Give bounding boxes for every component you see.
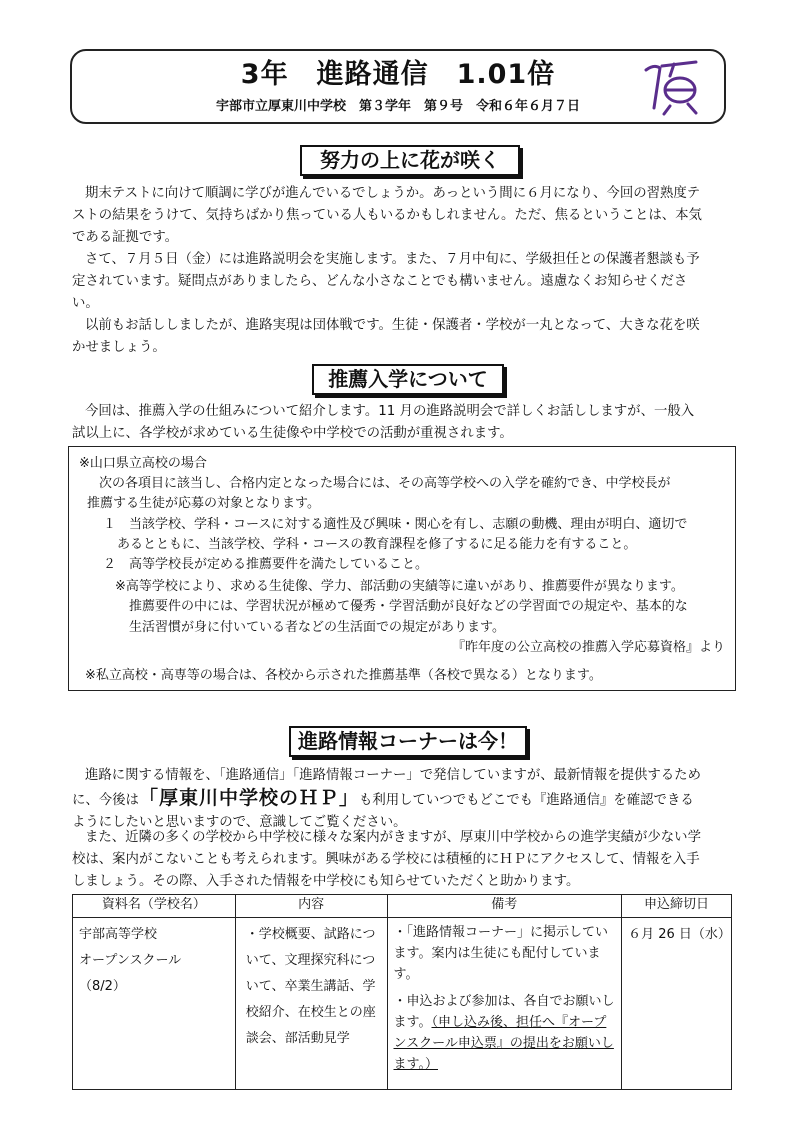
newsletter-subtitle: 宇部市立厚東川中学校 第３学年 第９号 令和６年６月７日 xyxy=(215,99,580,114)
note-item: ・「進路情報コーナー」に掲示しています。案内は生徒にも配付しています。 xyxy=(393,925,609,982)
deadline-cell: ６月 26 日（水） xyxy=(622,918,732,1090)
box-line: 推薦要件の中には、学習状況が極めて優秀・学習活動が良好などの学習面での規定や、基本的な xyxy=(129,599,688,614)
text-line: である証拠です。 xyxy=(72,230,179,245)
text-line: ようにしたいと思いますので、意識してご覧ください。 xyxy=(72,815,407,830)
text-line: 定されています。疑問点がありましたら、どんな小さなことでも構いません。遠慮なくお知らせくださ xyxy=(72,274,688,289)
box-line: ２ 高等学校長が定める推薦要件を満たしていること。 xyxy=(103,557,429,572)
text-line: ストの結果をうけて、気持ちばかり焦っている人もいるかもしれません。ただ、焦るということは、本気 xyxy=(72,208,702,223)
section-heading-recommendation: 推薦入学について xyxy=(312,364,504,395)
box-line: 生活習慣が身に付いている者などの生活面での規定があります。 xyxy=(129,620,505,635)
section1-paragraph-1 xyxy=(72,183,732,249)
content-cell: ・学校概要、試路について、文理探究科について、卒業生講話、学校紹介、在校生との座談会、部活動見学 xyxy=(235,918,387,1090)
text-line xyxy=(72,787,732,812)
text-line: 期末テストに向けて順調に学びが進んでいるでしょうか。あっという間に６月になり、今回の習熟度テ xyxy=(85,186,701,201)
school-name: 宇部高等学校 xyxy=(79,927,158,942)
newsletter-title: 3年 進路通信 1.01倍 xyxy=(240,59,556,90)
table-row xyxy=(73,918,732,1090)
text-line: さて、７月５日（金）には進路説明会を実施します。また、７月中旬に、学級担任との保護者懇談も予 xyxy=(85,252,700,267)
text-fragment: に、今後は xyxy=(72,793,139,808)
text-line: 試以上に、各学校が求めている生徒像や中学校での活動が重視されます。 xyxy=(72,426,513,441)
school-name-cell xyxy=(73,918,236,1090)
column-header: 備考 xyxy=(387,895,622,918)
school-logo-icon xyxy=(640,56,702,118)
box-line: ※山口県立高校の場合 xyxy=(79,456,207,471)
box-line: 次の各項目に該当し、合格内定となった場合には、その高等学校への入学を確約でき、中学校長が xyxy=(99,476,671,491)
section3-paragraph-1 xyxy=(72,765,732,834)
box-line: ※私立高校・高専等の場合は、各校から示された推薦基準（各校で異なる）となります。 xyxy=(85,668,602,683)
section-heading-effort: 努力の上に花が咲く xyxy=(300,145,520,176)
section1-paragraph-3 xyxy=(72,315,732,359)
section-heading-info-corner: 進路情報コーナーは今！ xyxy=(289,726,527,757)
note-item xyxy=(394,991,616,1075)
section3-paragraph-2 xyxy=(72,827,732,893)
text-line: 進路に関する情報を、「進路通信」「進路情報コーナー」で発信していますが、最新情報を提供するため xyxy=(85,768,701,783)
event-name: オープンスクール xyxy=(79,953,182,968)
newsletter-header xyxy=(70,49,726,124)
box-line: あるとともに、当該学校、学科・コースの教育課程を修了するに足る能力を有すること。 xyxy=(117,537,637,552)
box-line: １ 当該学校、学科・コースに対する適性及び興味・関心を有し、志願の動機、理由が明白、適切で xyxy=(103,517,688,532)
box-line: ※高等学校により、求める生徒像、学力、部活動の実績等に違いがあり、推薦要件が異なります。 xyxy=(115,579,684,594)
box-citation: 『昨年度の公立高校の推薦入学応募資格』より xyxy=(451,640,725,655)
text-line: また、近隣の多くの学校から中学校に様々な案内がきますが、厚東川中学校からの進学実績が少ない学 xyxy=(85,830,701,845)
column-header: 資料名（学校名） xyxy=(73,895,236,918)
text-line: い。 xyxy=(72,296,99,311)
open-school-table xyxy=(72,894,732,1090)
text-line: かせましょう。 xyxy=(72,340,166,355)
text-line: 校は、案内がこないことも考えられます。興味がある学校には積極的にＨＰにアクセスして、情報を入手 xyxy=(72,852,700,867)
text-line: 今回は、推薦入学の仕組みについて紹介します。11 月の進路説明会で詳しくお話ししますが、一般入 xyxy=(85,404,695,419)
column-header: 申込締切日 xyxy=(622,895,732,918)
notes-cell xyxy=(387,918,622,1090)
text-fragment: も利用していつでもどこでも『進路通信』を確認できる xyxy=(358,793,694,808)
section2-intro xyxy=(72,401,732,445)
text-line: しましょう。その際、入手された情報を中学校にも知らせていただくと助かります。 xyxy=(72,874,580,889)
school-hp-highlight: 「厚東川中学校のＨＰ」 xyxy=(138,787,359,809)
table-header-row xyxy=(73,895,732,918)
event-date: （8/2） xyxy=(79,979,126,994)
column-header: 内容 xyxy=(235,895,387,918)
box-line: 推薦する生徒が応募の対象となります。 xyxy=(87,496,320,511)
section1-paragraph-2 xyxy=(72,249,732,315)
text-fragment: ・申込および参加は、各自でお願いします。 xyxy=(393,994,615,1030)
recommendation-criteria-box xyxy=(68,446,736,691)
underlined-note: （申し込み後、担任へ『オープンスクール申込票』の提出をお願いします。） xyxy=(393,1015,614,1072)
text-line: 以前もお話ししましたが、進路実現は団体戦です。生徒・保護者・学校が一丸となって、大きな花を咲 xyxy=(85,318,700,333)
